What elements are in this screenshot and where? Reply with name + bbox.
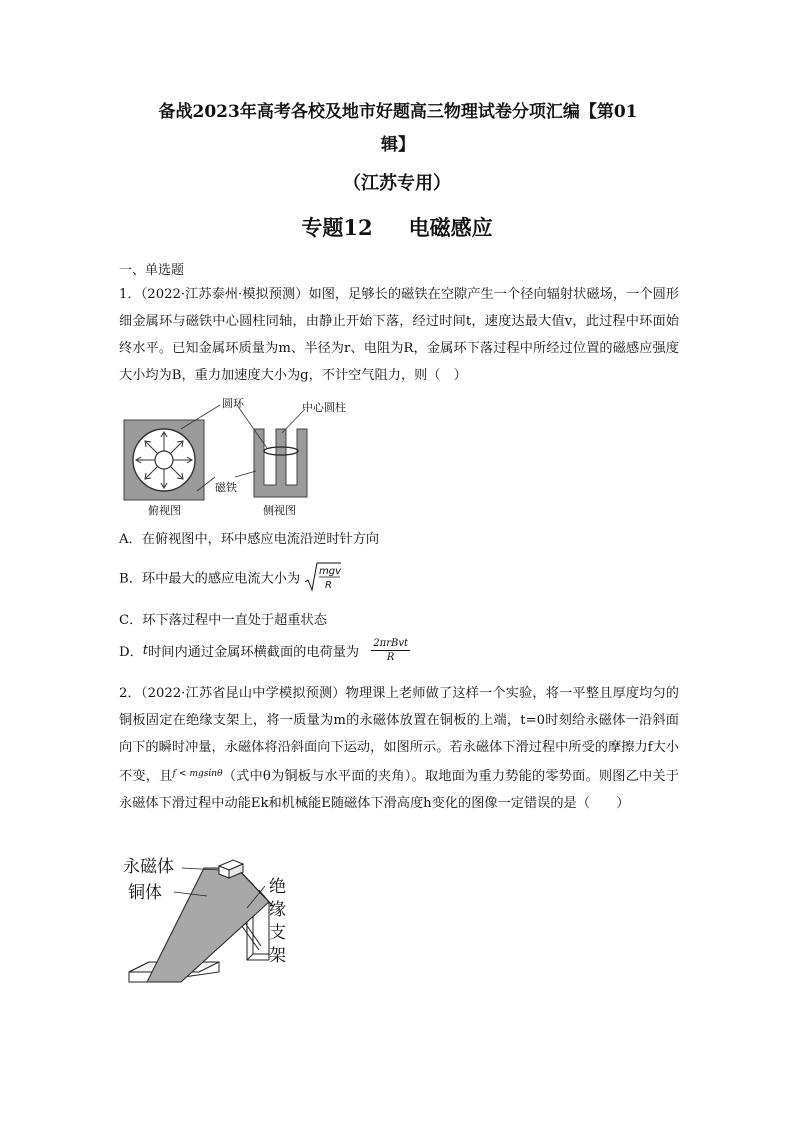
title-line-1: 备战2023年高考各校及地市好题高三物理试卷分项汇编【第01	[158, 102, 638, 122]
magnet-side-view-body	[254, 429, 307, 497]
option-d-variable: t	[142, 643, 149, 658]
document-title	[120, 96, 676, 162]
option-b-text: B．环中最大的感应电流大小为	[119, 571, 301, 587]
section-heading: 一、单选题	[119, 263, 185, 278]
option-d-text: 时间内通过金属环横截面的电荷量为	[148, 645, 360, 660]
label-support-1: 绝	[269, 877, 286, 897]
label-cylinder: 中心圆柱	[302, 401, 346, 414]
question-2-stem-part-1: 2．（2022·江苏省昆山中学模拟预测）物理课上老师做了这样一个实验，将一平整且厚度均匀的铜板固定在绝缘支架上，将一质量为m的永磁体放置在铜板的上端，t=0时刻给永磁体一沿斜面向下的瞬时冲量，永磁体将沿斜面向下运动，如图所示。若永磁体下滑过程中所受的摩擦力f大小不变，且	[119, 686, 679, 784]
sqrt-formula	[304, 562, 342, 592]
option-a: A．在俯视图中，环中感应电流沿逆时针方向	[119, 532, 380, 547]
label-ring: 圆环	[222, 397, 244, 410]
option-c: C．环下落过程中一直处于超重状态	[119, 613, 327, 628]
label-copper: 铜体	[128, 883, 162, 903]
topic-number: 专题12	[301, 215, 373, 240]
topic-name: 电磁感应	[408, 215, 493, 240]
friction-inequality: f < mgsinθ	[172, 769, 223, 779]
formula-b-numerator: mgv	[319, 566, 342, 577]
document-subtitle: （江苏专用）	[343, 173, 451, 194]
title-line-2: 辑】	[381, 135, 415, 155]
topic-heading	[0, 212, 794, 242]
magnet-figure	[119, 393, 379, 523]
label-support-3: 支	[269, 923, 286, 943]
question-2-stem-part-2: （式中θ为铜板与水平面的夹角）。取地面为重力势能的零势面。则图乙中关于永磁体下滑过程中动能Ek和机械能E随磁体下滑高度h变化的图像一定错误的是（ ）	[119, 769, 680, 811]
charge-formula	[371, 637, 410, 664]
label-support-2: 缘	[269, 900, 286, 920]
label-support-4: 架	[269, 946, 286, 966]
label-permanent-magnet: 永磁体	[123, 857, 174, 877]
formula-d-denominator: R	[386, 652, 395, 663]
label-side-view: 侧视图	[263, 504, 296, 517]
question-1-stem: 1．（2022·江苏泰州·模拟预测）如图，足够长的磁铁在空隙产生一个径向辐射状磁场，一个圆形细金属环与磁铁中心圆柱同轴，由静止开始下落，经过时间t，速度达最大值v，此过程中环面始终水平。已知金属环质量为m、半径为r、电阻为R，金属环下落过程中所经过位置的磁感应强度大小均为B，重力加速度大小为g，不计空气阻力，则（ ）	[119, 287, 679, 383]
option-b	[119, 562, 342, 592]
label-magnet: 磁铁	[215, 481, 237, 494]
option-d-prefix: D．	[119, 645, 143, 660]
label-top-view: 俯视图	[148, 504, 181, 517]
formula-d-numerator: 2πrBvt	[373, 638, 409, 649]
option-d	[119, 637, 410, 664]
copper-plate-figure	[119, 850, 319, 990]
question-2-stem	[119, 680, 679, 817]
formula-b-denominator: R	[325, 580, 333, 591]
